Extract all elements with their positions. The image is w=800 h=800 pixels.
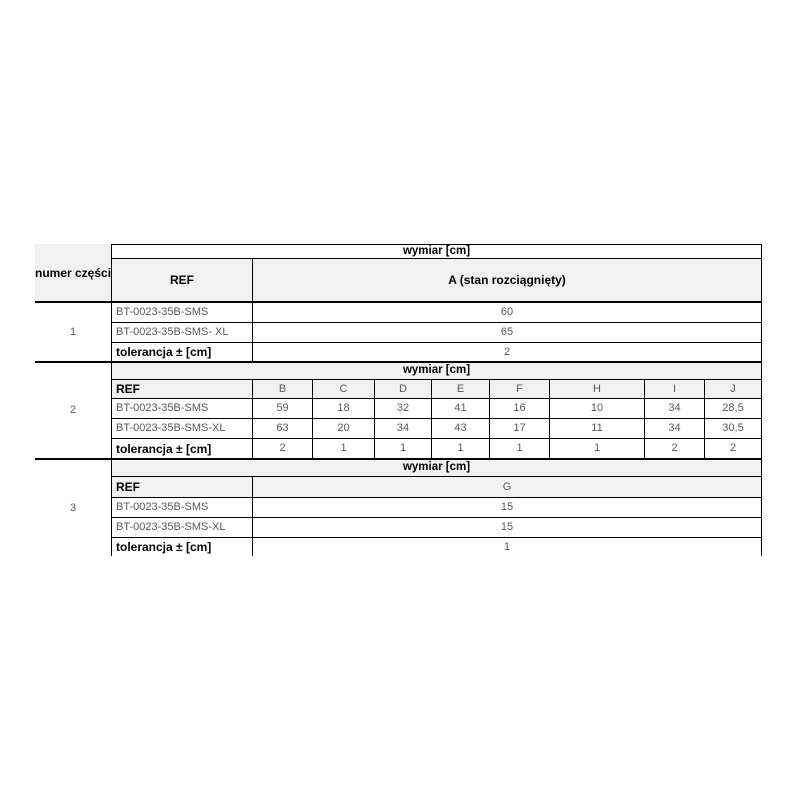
section2-tolerance-value: 1: [432, 439, 490, 460]
section2-value-cell: 17: [490, 419, 550, 439]
section2-tolerance-value: 1: [550, 439, 645, 460]
section2-value-cell: 43: [432, 419, 490, 439]
section1-tolerance-value: 2: [253, 343, 762, 363]
section2-value-cell: 10: [550, 399, 645, 419]
section2-tolerance-value: 1: [313, 439, 375, 460]
section2-col-header-C: C: [313, 380, 375, 399]
section2-col-header-D: D: [375, 380, 432, 399]
section2-value-cell: 32: [375, 399, 432, 419]
section3-tolerance-label: tolerancja ± [cm]: [112, 538, 253, 556]
section2-col-header-B: B: [253, 380, 313, 399]
section2-col-header-H: H: [550, 380, 645, 399]
section1-ref-header: REF: [112, 259, 253, 303]
section1-dimension-caption: wymiar [cm]: [112, 244, 762, 259]
section3-ref-cell: BT-0023-35B-SMS: [112, 498, 253, 518]
section2-ref-header: REF: [112, 380, 253, 399]
section3-dimension-caption: wymiar [cm]: [112, 460, 762, 477]
section2-col-header-J: J: [705, 380, 762, 399]
part-number-cell-2: 2: [35, 363, 112, 460]
section2-col-header-I: I: [645, 380, 705, 399]
section2-value-cell: 11: [550, 419, 645, 439]
section2-ref-cell: BT-0023-35B-SMS: [112, 399, 253, 419]
section1-ref-cell: BT-0023-35B-SMS: [112, 303, 253, 323]
section2-tolerance-label: tolerancja ± [cm]: [112, 439, 253, 460]
section3-ref-cell: BT-0023-35B-SMS-XL: [112, 518, 253, 538]
section1-value-cell: 60: [253, 303, 762, 323]
section3-value-cell: 15: [253, 518, 762, 538]
section2-tolerance-value: 2: [645, 439, 705, 460]
section2-value-cell: 34: [375, 419, 432, 439]
part-number-cell-1: 1: [35, 303, 112, 363]
section2-value-cell: 30,5: [705, 419, 762, 439]
section2-value-cell: 59: [253, 399, 313, 419]
section2-value-cell: 16: [490, 399, 550, 419]
section3-value-cell: 15: [253, 498, 762, 518]
section2-value-cell: 28,5: [705, 399, 762, 419]
section3-ref-header: REF: [112, 477, 253, 498]
section2-tolerance-value: 1: [490, 439, 550, 460]
section3-col-header-G: G: [253, 477, 762, 498]
section2-value-cell: 34: [645, 419, 705, 439]
section2-tolerance-value: 1: [375, 439, 432, 460]
section1-value-cell: 65: [253, 323, 762, 343]
section3-tolerance-value: 1: [253, 538, 762, 556]
section2-value-cell: 18: [313, 399, 375, 419]
section2-value-cell: 34: [645, 399, 705, 419]
section2-col-header-F: F: [490, 380, 550, 399]
section2-tolerance-value: 2: [705, 439, 762, 460]
section2-tolerance-value: 2: [253, 439, 313, 460]
dimensions-table: [35, 244, 762, 556]
section2-dimension-caption: wymiar [cm]: [112, 363, 762, 380]
part-number-cell-3: 3: [35, 460, 112, 556]
section2-ref-cell: BT-0023-35B-SMS-XL: [112, 419, 253, 439]
section2-col-header-E: E: [432, 380, 490, 399]
section2-value-cell: 20: [313, 419, 375, 439]
section1-ref-cell: BT-0023-35B-SMS- XL: [112, 323, 253, 343]
part-number-header: numer części: [35, 244, 112, 303]
section2-value-cell: 63: [253, 419, 313, 439]
section1-col-header-A: A (stan rozciągnięty): [253, 259, 762, 303]
section2-value-cell: 41: [432, 399, 490, 419]
section1-tolerance-label: tolerancja ± [cm]: [112, 343, 253, 363]
